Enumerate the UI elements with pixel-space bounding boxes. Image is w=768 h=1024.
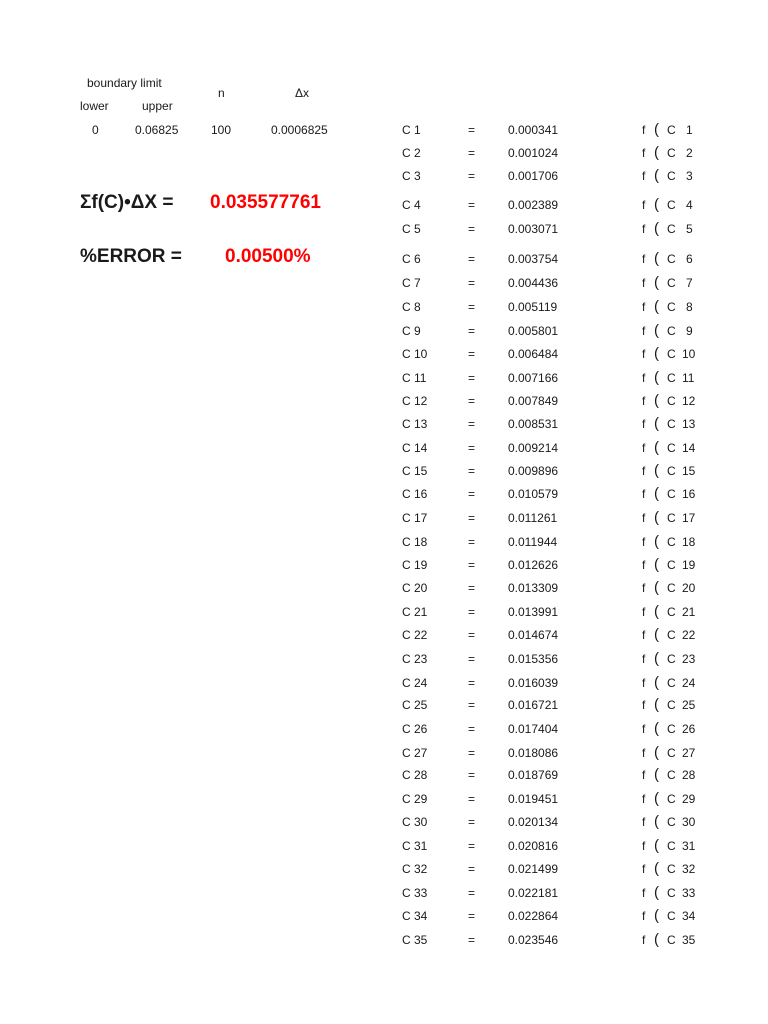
c-label: C 26 [402, 722, 428, 736]
f-arg-index: 5 [686, 222, 693, 236]
f-arg-index: 33 [682, 886, 696, 900]
c-label: C 21 [402, 605, 428, 619]
f-arg-index: 13 [682, 417, 696, 431]
f-symbol: f [642, 300, 646, 314]
f-arg-c: C [667, 535, 676, 549]
f-arg-c: C [667, 169, 676, 183]
c-value: 0.009896 [508, 464, 559, 478]
c-label: C 18 [402, 535, 428, 549]
open-paren: ( [654, 556, 659, 573]
c-label: C 8 [402, 300, 421, 314]
f-symbol: f [642, 768, 646, 782]
c-label: C 33 [402, 886, 428, 900]
f-arg-c: C [667, 222, 676, 236]
f-arg-c: C [667, 487, 676, 501]
c-value: 0.021499 [508, 862, 559, 876]
f-arg-index: 15 [682, 464, 696, 478]
c-value: 0.020134 [508, 815, 559, 829]
f-symbol: f [642, 558, 646, 572]
f-symbol: f [642, 815, 646, 829]
f-arg-index: 3 [686, 169, 693, 183]
f-symbol: f [642, 909, 646, 923]
equals-sign: = [468, 815, 476, 829]
c-value: 0.007166 [508, 371, 559, 385]
c-value: 0.007849 [508, 394, 559, 408]
equals-sign: = [468, 417, 476, 431]
f-arg-index: 21 [682, 605, 696, 619]
f-arg-c: C [667, 324, 676, 338]
equals-sign: = [468, 768, 476, 782]
n-value: 100 [211, 123, 232, 137]
equals-sign: = [468, 441, 476, 455]
equals-sign: = [468, 394, 476, 408]
f-arg-c: C [667, 746, 676, 760]
c-label: C 11 [402, 371, 427, 385]
equals-sign: = [468, 886, 476, 900]
f-symbol: f [642, 862, 646, 876]
f-arg-index: 28 [682, 768, 696, 782]
open-paren: ( [654, 907, 659, 924]
c-label: C 32 [402, 862, 428, 876]
f-symbol: f [642, 886, 646, 900]
f-symbol: f [642, 581, 646, 595]
equals-sign: = [468, 252, 476, 266]
f-arg-c: C [667, 933, 676, 947]
equals-sign: = [468, 511, 476, 525]
boundary-limit-header: boundary limit [87, 76, 162, 90]
f-symbol: f [642, 535, 646, 549]
open-paren: ( [654, 121, 659, 138]
f-arg-index: 20 [682, 581, 696, 595]
c-label: C 29 [402, 792, 428, 806]
f-symbol: f [642, 198, 646, 212]
equals-sign: = [468, 605, 476, 619]
f-arg-index: 14 [682, 441, 696, 455]
open-paren: ( [654, 509, 659, 526]
open-paren: ( [654, 603, 659, 620]
f-symbol: f [642, 698, 646, 712]
open-paren: ( [654, 931, 659, 948]
c-value: 0.011944 [508, 535, 558, 549]
equals-sign: = [468, 698, 476, 712]
f-arg-c: C [667, 394, 676, 408]
f-symbol: f [642, 511, 646, 525]
f-symbol: f [642, 324, 646, 338]
f-arg-c: C [667, 768, 676, 782]
open-paren: ( [654, 696, 659, 713]
c-label: C 3 [402, 169, 421, 183]
c-value: 0.016039 [508, 676, 559, 690]
open-paren: ( [654, 369, 659, 386]
f-arg-index: 23 [682, 652, 696, 666]
f-arg-index: 26 [682, 722, 696, 736]
dx-header: Δx [295, 86, 310, 100]
c-label: C 13 [402, 417, 428, 431]
c-value: 0.011261 [508, 511, 558, 525]
c-value: 0.005801 [508, 324, 559, 338]
c-value: 0.006484 [508, 347, 559, 361]
c-value: 0.016721 [508, 698, 559, 712]
c-value: 0.004436 [508, 276, 559, 290]
open-paren: ( [654, 650, 659, 667]
c-label: C 16 [402, 487, 428, 501]
c-label: C 34 [402, 909, 428, 923]
f-symbol: f [642, 252, 646, 266]
f-symbol: f [642, 347, 646, 361]
c-value: 0.002389 [508, 198, 559, 212]
c-value: 0.014674 [508, 628, 559, 642]
f-symbol: f [642, 722, 646, 736]
c-value: 0.005119 [508, 300, 558, 314]
open-paren: ( [654, 813, 659, 830]
f-symbol: f [642, 792, 646, 806]
equals-sign: = [468, 276, 476, 290]
f-symbol: f [642, 464, 646, 478]
f-symbol: f [642, 487, 646, 501]
f-symbol: f [642, 441, 646, 455]
equals-sign: = [468, 628, 476, 642]
f-arg-c: C [667, 886, 676, 900]
f-arg-index: 19 [682, 558, 696, 572]
equals-sign: = [468, 146, 476, 160]
open-paren: ( [654, 462, 659, 479]
open-paren: ( [654, 392, 659, 409]
open-paren: ( [654, 345, 659, 362]
c-label: C 31 [402, 839, 428, 853]
equals-sign: = [468, 464, 476, 478]
f-arg-index: 35 [682, 933, 696, 947]
equals-sign: = [468, 371, 476, 385]
equals-sign: = [468, 198, 476, 212]
f-arg-index: 22 [682, 628, 696, 642]
f-symbol: f [642, 839, 646, 853]
f-arg-index: 34 [682, 909, 696, 923]
f-arg-c: C [667, 605, 676, 619]
f-arg-c: C [667, 815, 676, 829]
equals-sign: = [468, 862, 476, 876]
equals-sign: = [468, 581, 476, 595]
equals-sign: = [468, 123, 476, 137]
open-paren: ( [654, 579, 659, 596]
c-value: 0.003071 [508, 222, 559, 236]
c-label: C 35 [402, 933, 428, 947]
open-paren: ( [654, 533, 659, 550]
f-arg-c: C [667, 792, 676, 806]
f-symbol: f [642, 417, 646, 431]
c-label: C 28 [402, 768, 428, 782]
open-paren: ( [654, 860, 659, 877]
equals-sign: = [468, 839, 476, 853]
f-symbol: f [642, 146, 646, 160]
error-value: 0.00500% [225, 246, 311, 267]
f-arg-c: C [667, 862, 676, 876]
c-label: C 12 [402, 394, 428, 408]
f-arg-index: 25 [682, 698, 696, 712]
f-arg-c: C [667, 628, 676, 642]
f-arg-index: 16 [682, 487, 696, 501]
open-paren: ( [654, 250, 659, 267]
f-arg-index: 10 [682, 347, 696, 361]
f-arg-index: 31 [682, 839, 696, 853]
f-arg-c: C [667, 123, 676, 137]
f-arg-index: 24 [682, 676, 696, 690]
c-label: C 19 [402, 558, 428, 572]
f-symbol: f [642, 169, 646, 183]
c-value: 0.000341 [508, 123, 559, 137]
c-label: C 23 [402, 652, 428, 666]
f-arg-c: C [667, 347, 676, 361]
error-label: %ERROR = [80, 246, 182, 267]
open-paren: ( [654, 626, 659, 643]
c-value: 0.001706 [508, 169, 559, 183]
upper-header: upper [142, 99, 173, 113]
c-label: C 24 [402, 676, 428, 690]
c-label: C 4 [402, 198, 421, 212]
n-header: n [218, 86, 225, 100]
f-arg-index: 12 [682, 394, 696, 408]
f-arg-c: C [667, 417, 676, 431]
c-label: C 20 [402, 581, 428, 595]
c-value: 0.009214 [508, 441, 559, 455]
equals-sign: = [468, 169, 476, 183]
f-arg-c: C [667, 146, 676, 160]
equals-sign: = [468, 722, 476, 736]
f-symbol: f [642, 222, 646, 236]
f-symbol: f [642, 676, 646, 690]
open-paren: ( [654, 837, 659, 854]
open-paren: ( [654, 298, 659, 315]
f-arg-c: C [667, 464, 676, 478]
f-arg-c: C [667, 909, 676, 923]
c-label: C 9 [402, 324, 421, 338]
c-label: C 14 [402, 441, 428, 455]
c-label: C 15 [402, 464, 428, 478]
f-symbol: f [642, 276, 646, 290]
f-arg-c: C [667, 371, 676, 385]
open-paren: ( [654, 674, 659, 691]
equals-sign: = [468, 933, 476, 947]
c-value: 0.020816 [508, 839, 559, 853]
c-label: C 22 [402, 628, 428, 642]
f-arg-c: C [667, 252, 676, 266]
c-label: C 30 [402, 815, 428, 829]
c-value: 0.013309 [508, 581, 559, 595]
c-value: 0.001024 [508, 146, 559, 160]
c-label: C 5 [402, 222, 421, 236]
open-paren: ( [654, 167, 659, 184]
open-paren: ( [654, 220, 659, 237]
open-paren: ( [654, 439, 659, 456]
c-value: 0.017404 [508, 722, 559, 736]
f-arg-c: C [667, 676, 676, 690]
sum-label: Σf(C)•ΔX = [80, 192, 174, 213]
equals-sign: = [468, 222, 476, 236]
c-value: 0.022864 [508, 909, 559, 923]
open-paren: ( [654, 274, 659, 291]
f-arg-index: 4 [686, 198, 693, 212]
open-paren: ( [654, 766, 659, 783]
open-paren: ( [654, 744, 659, 761]
f-symbol: f [642, 123, 646, 137]
f-symbol: f [642, 605, 646, 619]
f-arg-c: C [667, 198, 676, 212]
lower-value: 0 [92, 123, 99, 137]
lower-header: lower [80, 99, 109, 113]
c-label: C 7 [402, 276, 421, 290]
f-arg-c: C [667, 652, 676, 666]
f-arg-index: 6 [686, 252, 693, 266]
equals-sign: = [468, 487, 476, 501]
f-arg-index: 2 [686, 146, 693, 160]
f-arg-c: C [667, 722, 676, 736]
equals-sign: = [468, 746, 476, 760]
equals-sign: = [468, 652, 476, 666]
c-label: C 1 [402, 123, 421, 137]
c-value: 0.019451 [508, 792, 559, 806]
open-paren: ( [654, 720, 659, 737]
c-label: C 25 [402, 698, 428, 712]
f-arg-index: 29 [682, 792, 696, 806]
f-symbol: f [642, 933, 646, 947]
f-arg-c: C [667, 698, 676, 712]
f-arg-index: 30 [682, 815, 696, 829]
c-value: 0.013991 [508, 605, 559, 619]
open-paren: ( [654, 322, 659, 339]
f-arg-c: C [667, 558, 676, 572]
c-value: 0.018769 [508, 768, 559, 782]
f-arg-index: 8 [686, 300, 693, 314]
c-value: 0.023546 [508, 933, 559, 947]
c-value: 0.008531 [508, 417, 559, 431]
c-label: C 6 [402, 252, 421, 266]
f-arg-c: C [667, 441, 676, 455]
c-value: 0.018086 [508, 746, 559, 760]
c-label: C 17 [402, 511, 428, 525]
equals-sign: = [468, 347, 476, 361]
upper-value: 0.06825 [135, 123, 179, 137]
sum-value: 0.035577761 [210, 192, 321, 213]
f-arg-c: C [667, 300, 676, 314]
f-arg-index: 27 [682, 746, 696, 760]
f-arg-index: 7 [686, 276, 693, 290]
equals-sign: = [468, 792, 476, 806]
open-paren: ( [654, 144, 659, 161]
c-value: 0.015356 [508, 652, 559, 666]
f-symbol: f [642, 628, 646, 642]
open-paren: ( [654, 884, 659, 901]
equals-sign: = [468, 324, 476, 338]
f-symbol: f [642, 394, 646, 408]
f-symbol: f [642, 746, 646, 760]
c-value: 0.022181 [508, 886, 559, 900]
f-arg-index: 18 [682, 535, 696, 549]
f-arg-index: 1 [686, 123, 693, 137]
open-paren: ( [654, 790, 659, 807]
open-paren: ( [654, 485, 659, 502]
f-symbol: f [642, 371, 646, 385]
f-arg-c: C [667, 839, 676, 853]
c-label: C 27 [402, 746, 428, 760]
open-paren: ( [654, 415, 659, 432]
c-label: C 2 [402, 146, 421, 160]
f-arg-index: 11 [682, 371, 695, 385]
c-label: C 10 [402, 347, 428, 361]
dx-value: 0.0006825 [271, 123, 328, 137]
f-arg-index: 17 [682, 511, 696, 525]
f-symbol: f [642, 652, 646, 666]
c-value: 0.012626 [508, 558, 559, 572]
open-paren: ( [654, 196, 659, 213]
equals-sign: = [468, 909, 476, 923]
f-arg-c: C [667, 276, 676, 290]
equals-sign: = [468, 558, 476, 572]
f-arg-c: C [667, 511, 676, 525]
f-arg-c: C [667, 581, 676, 595]
f-arg-index: 32 [682, 862, 696, 876]
equals-sign: = [468, 535, 476, 549]
c-value: 0.003754 [508, 252, 559, 266]
f-arg-index: 9 [686, 324, 693, 338]
equals-sign: = [468, 676, 476, 690]
equals-sign: = [468, 300, 476, 314]
c-value: 0.010579 [508, 487, 559, 501]
